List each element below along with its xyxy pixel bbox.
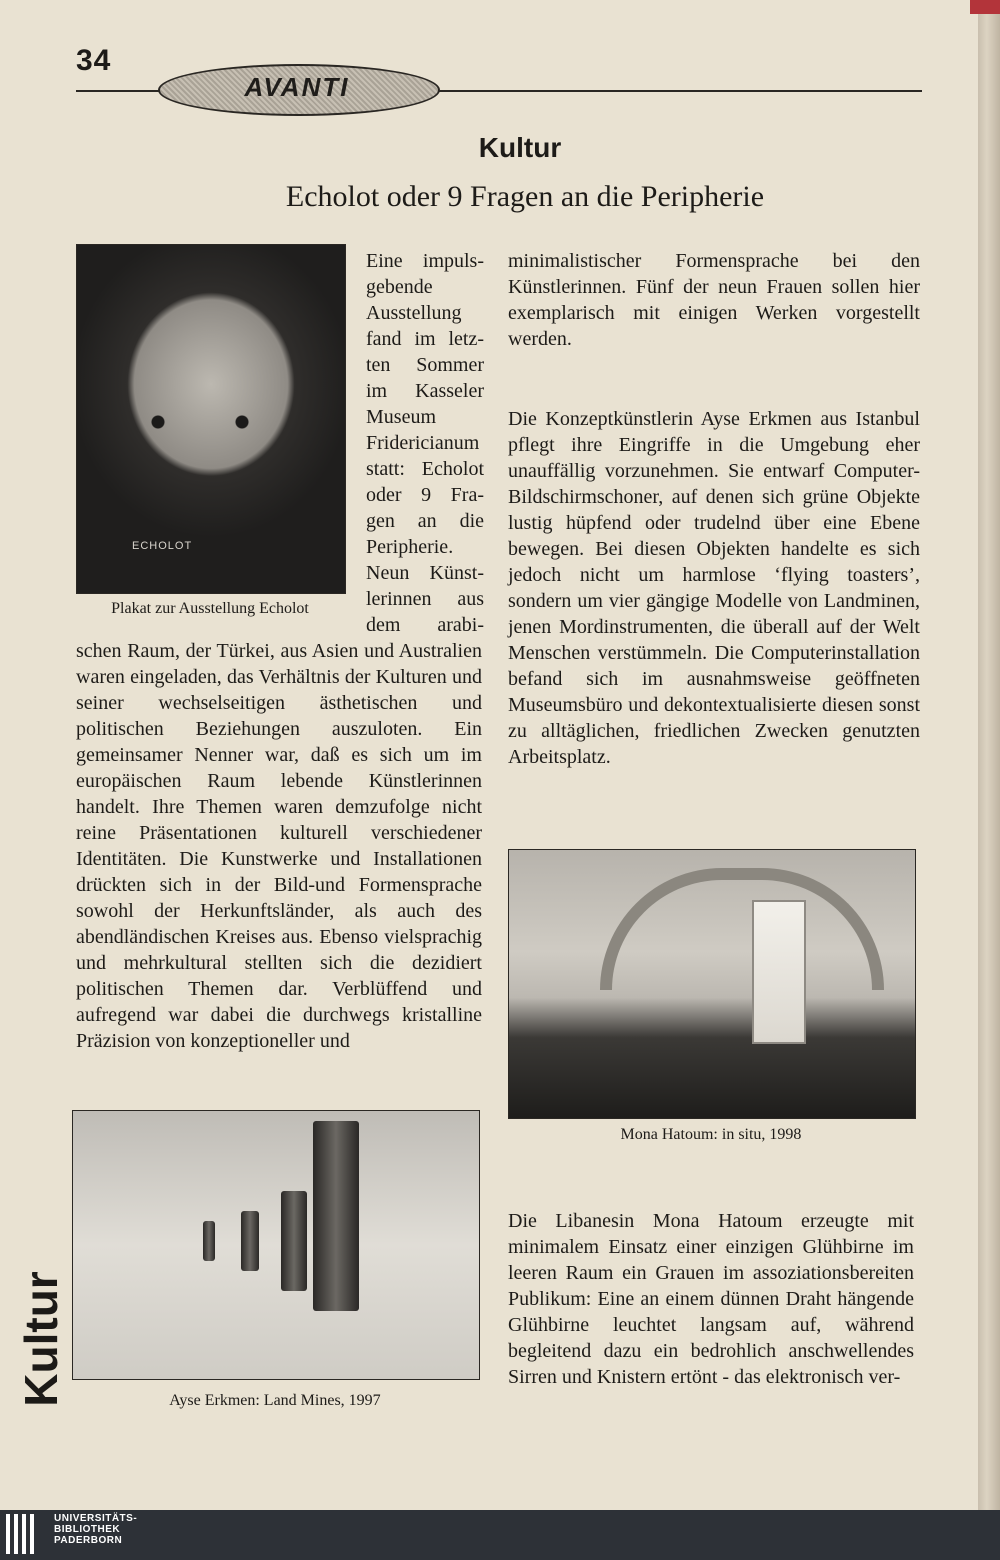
sidebar-section-label: Kultur (15, 1271, 67, 1407)
right-column-para-2: Die Konzeptkünstlerin Ayse Erkmen aus Istanbul pflegt ihre Eingriffe in die Umgebung eher unauffällig vorzunehmen. Sie entwarf Computer-Bildschirmschoner, auf denen sich grüne Objekte lustig hüpfend oder trudelnd über eine Ebene bewegen. Bei diesen Objekten handelte es sich jedoch nicht um harmlose ‘flying toasters’, sondern um vier gängige Modelle von Landminen, jenen Mordinstrumenten, die überall auf der Welt Menschen verstümmeln. Die Computerinstallation befand sich im ausnahmsweise geöffneten Museumsbüro und dekontextualisierte diesen sonst zu alltäglichen, friedlichen Zwecken genutzten Arbeitsplatz. (508, 408, 920, 768)
article-title: Echolot oder 9 Fragen an die Peripherie (285, 180, 765, 213)
poster-side-line: gebende (366, 276, 433, 298)
mine-large (313, 1121, 359, 1311)
room-caption: Mona Hatoum: in situ, 1998 (620, 1126, 802, 1143)
left-column-text: schen Raum, der Türkei, aus Asien und Australien waren eingeladen, das Verhältnis der Kulturen und seiner wechselseitigen ästhetischen und politischen Beziehungen auszuloten. Ein gemeinsamer Nenner war, daß es sich um im europäischen Raum lebende Künstlerinnen handelt. Ihre Themen waren demzufolge nicht reine Präsentationen kulturell verschiedener Identitäten. Die Kunstwerke und Installationen drückten sich in der Bild-und Formensprache sowohl der Herkunftsländer, als auch des abendländischen Kreises aus. Ebenso vielsprachig und mehrkultural stellten sich die dezidiert politischen Themen dar. Verblüffend und aufregend war dabei die durchwegs kristalline Präzision von konzeptioneller und (76, 640, 482, 1052)
library-line-2: BIBLIOTHEK (54, 1524, 121, 1535)
text-beside-poster (366, 248, 484, 638)
poster-side-line: Fridericianum (366, 432, 480, 454)
room-window (752, 900, 806, 1044)
land-mines-image (72, 1110, 480, 1380)
page-edge (978, 0, 1000, 1510)
poster-caption: Plakat zur Ausstellung Echolot (111, 600, 309, 617)
mine-smallest (203, 1221, 215, 1261)
poster-side-line: lerinnen aus (366, 588, 484, 610)
right-column-para-1: minimalistischer Formensprache bei den Künstlerinnen. Fünf der neun Frauen sollen hier exemplarisch mit einigen Werken vorgestellt werden. (508, 250, 920, 350)
poster-side-line: Neun Künst- (366, 562, 484, 584)
poster-side-line: statt: Echolot (366, 458, 484, 480)
bookmark-tab (970, 0, 1000, 14)
poster-side-line: im Kasseler (366, 380, 484, 402)
poster-side-line: Ausstellung (366, 302, 462, 324)
magazine-logo-text: AVANTI (244, 72, 350, 102)
poster-side-line: Museum (366, 406, 436, 428)
poster-side-line: Peripherie. (366, 536, 454, 558)
poster-side-line: gen an die (366, 510, 484, 532)
section-heading: Kultur (478, 132, 562, 163)
poster-side-line: Eine impuls- (366, 250, 484, 272)
poster-side-line: dem arabi- (366, 614, 484, 636)
right-column-para-3: Die Libanesin Mona Hatoum erzeugte mit minimalem Einsatz einer einzigen Glühbirne im leeren Raum ein Grauen im assoziationsbereiten Publikum: Eine an einem dünnen Draht hängende Glühbirne leuchtet langsam auf, während begleitend dazu ein bedrohlich anschwellendes Sirren und Knistern ertönt - das elektronisch ver- (508, 1210, 914, 1388)
page-number: 34 (76, 44, 112, 77)
poster-eyes (130, 412, 270, 432)
library-logo-icon (6, 1514, 46, 1554)
mines-caption: Ayse Erkmen: Land Mines, 1997 (169, 1392, 381, 1409)
poster-side-line: oder 9 Fra- (366, 484, 484, 506)
poster-side-line: fand im letz- (366, 328, 484, 350)
poster-label: ECHOLOT (132, 540, 193, 552)
library-line-1: UNIVERSITÄTS- (54, 1513, 138, 1524)
footer-bar (0, 1510, 1000, 1560)
mine-medium (281, 1191, 307, 1291)
library-line-3: PADERBORN (54, 1535, 123, 1546)
mine-small (241, 1211, 259, 1271)
library-name (54, 1513, 137, 1546)
poster-side-line: ten Sommer (366, 354, 484, 376)
